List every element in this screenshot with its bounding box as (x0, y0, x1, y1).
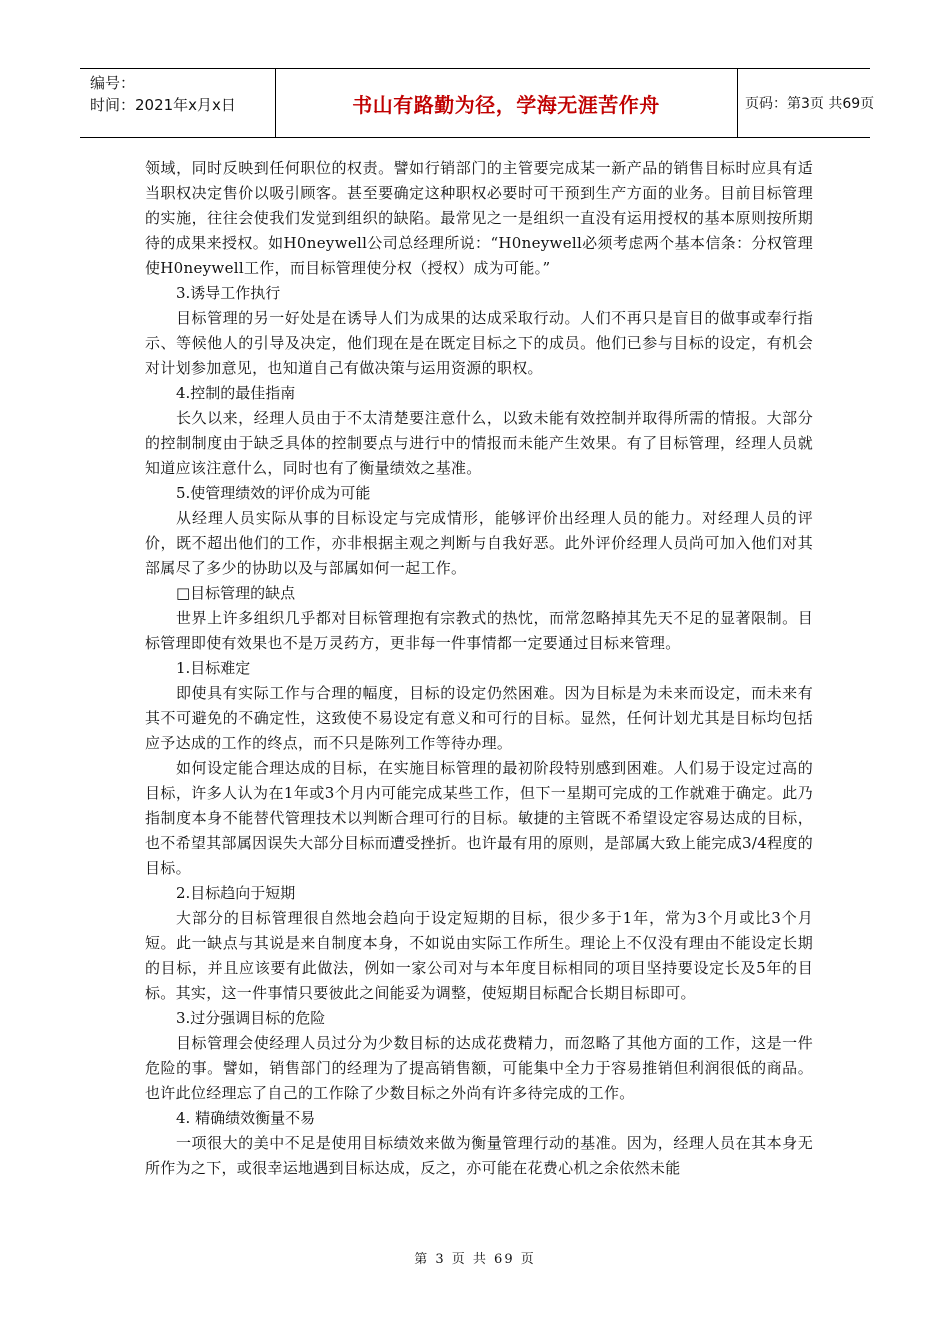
body-paragraph: 如何设定能合理达成的目标，在实施目标管理的最初阶段特别感到困难。人们易于设定过高的目标，许多人认为在1年或3个月内可能完成某些工作，但下一星期可完成的工作就难于确定。此乃指制度本身不能替代管理技术以判断合理可行的目标。敏捷的主管既不希望设定容易达成的目标，也不希望其部属因误失大部分目标而遭受挫折。也许最有用的原则，是部属大致上能完成3/4程度的目标。 (145, 759, 813, 877)
document-body (145, 156, 813, 1181)
body-paragraph: 大部分的目标管理很自然地会趋向于设定短期的目标，很少多于1年，常为3个月或比3个月短。此一缺点与其说是来自制度本身，不如说由实际工作所生。理论上不仅没有理由不能设定长期的目标，并且应该要有此做法，例如一家公司对与本年度目标相同的项目坚持要设定长及5年的目标。其实，这一件事情只要彼此之间能妥为调整，使短期目标配合长期目标即可。 (145, 909, 813, 1002)
header-page-cell (737, 69, 875, 137)
section-heading: 4.控制的最佳指南 (176, 384, 296, 402)
section-heading: 3.诱导工作执行 (176, 284, 281, 302)
header-motto: 书山有路勤为径，学海无涯苦作舟 (352, 92, 660, 117)
body-paragraph: 即使具有实际工作与合理的幅度，目标的设定仍然困难。因为目标是为未来而设定，而未来有其不可避免的不确定性，这致使不易设定有意义和可行的目标。显然，任何计划尤其是目标均包括应予达成的工作的终点，而不只是陈列工作等待办理。 (145, 684, 813, 752)
header-page-info: 页码：第3页 共69页 (745, 96, 875, 112)
page-header (80, 68, 875, 138)
section-heading: 1.目标难定 (176, 659, 251, 677)
header-meta-cell (80, 69, 276, 137)
document-date-label: 时间：2021年x月x日 (90, 96, 236, 114)
body-paragraph: 目标管理的另一好处是在诱导人们为成果的达成采取行动。人们不再只是盲目的做事或奉行指示、等候他人的引导及决定，他们现在是在既定目标之下的成员。他们已参与目标的设定，有机会对计划参加意见，也知道自己有做决策与运用资源的职权。 (145, 309, 813, 377)
body-paragraph: 目标管理会使经理人员过分为少数目标的达成花费精力，而忽略了其他方面的工作，这是一件危险的事。譬如，销售部门的经理为了提高销售额，可能集中全力于容易推销但利润很低的商品。也许此位经理忘了自己的工作除了少数目标之外尚有许多待完成的工作。 (145, 1034, 813, 1102)
header-motto-cell (275, 69, 738, 137)
section-heading: 2.目标趋向于短期 (176, 884, 296, 902)
body-paragraph: 长久以来，经理人员由于不太清楚要注意什么，以致未能有效控制并取得所需的情报。大部分的控制制度由于缺乏具体的控制要点与进行中的情报而未能产生效果。有了目标管理，经理人员就知道应该注意什么，同时也有了衡量绩效之基准。 (145, 409, 813, 477)
body-paragraph: 一项很大的美中不足是使用目标绩效来做为衡量管理行动的基准。因为，经理人员在其本身无所作为之下，或很幸运地遇到目标达成，反之，亦可能在花费心机之余依然未能 (145, 1134, 813, 1177)
document-number-label: 编号： (90, 74, 136, 92)
body-paragraph: 领域，同时反映到任何职位的权责。譬如行销部门的主管要完成某一新产品的销售目标时应具有适当职权决定售价以吸引顾客。甚至要确定这种职权必要时可干预到生产方面的业务。目前目标管理的实施，往往会使我们发觉到组织的缺陷。最常见之一是组织一直没有运用授权的基本原则按所期待的成果来授权。如H0neywell公司总经理所说：“H0neywell必须考虑两个基本信条：分权管理使H0neywell工作，而目标管理使分权（授权）成为可能。” (145, 159, 813, 277)
body-paragraph: 从经理人员实际从事的目标设定与完成情形，能够评价出经理人员的能力。对经理人员的评价，既不超出他们的工作，亦非根据主观之判断与自我好恶。此外评价经理人员尚可加入他们对其部属尽了多少的协助以及与部属如何一起工作。 (145, 509, 813, 577)
section-heading: 3.过分强调目标的危险 (176, 1009, 326, 1027)
body-paragraph: 世界上许多组织几乎都对目标管理抱有宗教式的热忱，而常忽略掉其先天不足的显著限制。目标管理即使有效果也不是万灵药方，更非每一件事情都一定要通过目标来管理。 (145, 609, 813, 652)
section-heading: 4. 精确绩效衡量不易 (176, 1109, 316, 1127)
section-heading: □目标管理的缺点 (176, 584, 296, 602)
page-footer: 第 3 页 共 69 页 (414, 1252, 536, 1267)
section-heading: 5.使管理绩效的评价成为可能 (176, 484, 371, 502)
